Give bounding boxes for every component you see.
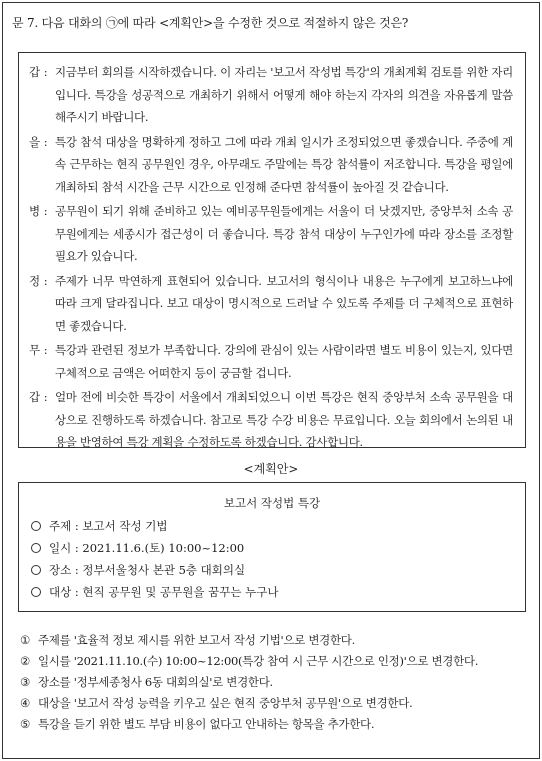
plan-caption: <계획안> (243, 462, 299, 476)
plan-item-text: 주제 : 보고서 작성 기법 (49, 519, 168, 533)
plan-item-text: 대상 : 현직 공무원 및 공무원을 꿈꾸는 누구나 (49, 585, 279, 599)
dialogue-turn (29, 131, 513, 199)
utterance-text: 주제가 너무 막연하게 표현되어 있습니다. 보고서의 형식이나 내용은 누구에게 보고하느냐에 따라 크게 달라집니다. 보고 대상이 명시적으로 드러날 수 있도록 주제를 더 구체적으로 표현하면 좋겠습니다. (55, 273, 513, 333)
utterance-text: 특강과 관련된 정보가 부족합니다. 강의에 관심이 있는 사람이라면 별도 비용이 있는지, 있다면 구체적으로 금액은 어떠한지 등이 궁금할 겁니다. (55, 343, 513, 380)
speaker-label: 병 : (29, 204, 48, 218)
speaker-label: 갑 : (29, 65, 48, 79)
answer-options (20, 630, 530, 735)
utterance-text: 특강 참석 대상을 명확하게 정하고 그에 따라 개최 일시가 조정되었으면 좋겠습니다. 주중에 계속 근무하는 현직 공무원인 경우, 아무래도 주말에는 특강 참석률이 저조합니다. 특강을 평일에 개최하되 참석 시간을 근무 시간으로 인정해 준다면 참석률이 높아질 것 같습니다. (55, 134, 513, 194)
option-number: ② (20, 654, 31, 668)
answer-option[interactable] (20, 672, 530, 693)
dialogue-turn (29, 386, 513, 454)
plan-item-text: 일시 : 2021.11.6.(토) 10:00~12:00 (49, 541, 245, 555)
dialogue-turn (29, 200, 513, 268)
plan-item (31, 559, 513, 581)
option-text: 특강을 듣기 위한 별도 부담 비용이 없다고 안내하는 항목을 추가한다. (38, 717, 375, 731)
plan-title: 보고서 작성법 특강 (223, 496, 321, 510)
utterance-text: 얼마 전에 비슷한 특강이 서울에서 개최되었으니 이번 특강은 현직 중앙부처 소속 공무원을 대상으로 진행하도록 하겠습니다. 참고로 특강 수강 비용은 무료입니다. 오늘 회의에서 논의된 내용을 반영하여 특강 계획을 수정하도록 하겠습니다. 감사합니다. (55, 390, 513, 449)
answer-option[interactable] (20, 651, 530, 672)
plan-item (31, 537, 513, 559)
plan-item (31, 515, 513, 537)
dialogue-turn (29, 270, 513, 338)
dialogue-turn (29, 339, 513, 384)
speaker-label: 갑 : (29, 390, 48, 404)
dialogue-turn (29, 61, 513, 129)
answer-option[interactable] (20, 714, 530, 735)
bullet-circle-icon (31, 587, 41, 597)
option-number: ① (20, 633, 31, 647)
plan-item (31, 581, 513, 603)
option-text: 장소를 '정부세종청사 6동 대회의실'로 변경한다. (38, 675, 273, 689)
answer-option[interactable] (20, 630, 530, 651)
dialogue-box (18, 52, 526, 448)
option-text: 주제를 '효율적 정보 제시를 위한 보고서 작성 기법'으로 변경한다. (38, 633, 355, 647)
option-text: 일시를 '2021.11.10.(수) 10:00~12:00(특강 참여 시 근무 시간으로 인정)'으로 변경한다. (38, 654, 479, 668)
option-number: ③ (20, 675, 31, 689)
answer-option[interactable] (20, 693, 530, 714)
utterance-text: 지금부터 회의를 시작하겠습니다. 이 자리는 '보고서 작성법 특강'의 개최계획 검토를 위한 자리입니다. 특강을 성공적으로 개최하기 위해서 어떻게 해야 하는지 각자의 의견을 자유롭게 말씀해주시기 바랍니다. (55, 65, 513, 124)
plan-box (18, 482, 526, 612)
utterance-text: 공무원이 되기 위해 준비하고 있는 예비공무원들에게는 서울이 더 낫겠지만, 중앙부처 소속 공무원에게는 세종시가 접근성이 더 좋습니다. 특강 참석 대상이 누구인가에 따라 장소를 조정할 필요가 있습니다. (55, 204, 513, 263)
speaker-label: 정 : (29, 273, 48, 288)
bullet-circle-icon (31, 543, 41, 553)
bullet-circle-icon (31, 521, 41, 531)
option-number: ④ (20, 696, 31, 710)
option-text: 대상을 '보고서 작성 능력을 키우고 싶은 현직 중앙부처 공무원'으로 변경한다. (38, 696, 413, 710)
option-number: ⑤ (20, 717, 31, 731)
speaker-label: 을 : (29, 134, 48, 149)
speaker-label: 무 : (29, 343, 48, 357)
bullet-circle-icon (31, 565, 41, 575)
question-stem: 문 7. 다음 대화의 ㉠에 따라 <계획안>을 수정한 것으로 적절하지 않은 것은? (12, 16, 409, 30)
plan-item-text: 장소 : 정부서울청사 본관 5층 대회의실 (49, 563, 246, 577)
